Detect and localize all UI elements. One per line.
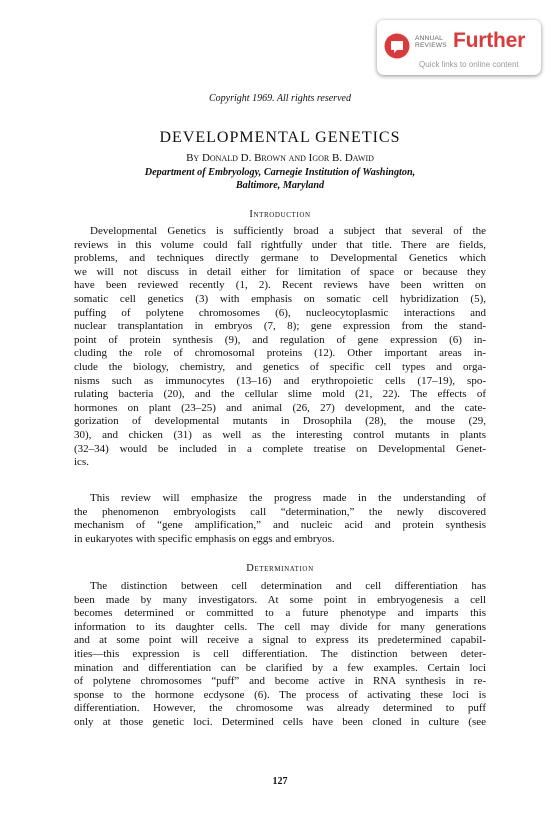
text-line: nisms such as immunocytes (13–16) and erythropoietic cells (17–19), spo- <box>74 374 486 387</box>
text-line: puffing of polytene chromosomes (6), nucleocytoplasmic interactions and <box>74 306 486 319</box>
text-line: differentiation. However, the chromosome was already determined to puff <box>74 702 486 715</box>
article-title: DEVELOPMENTAL GENETICS <box>159 129 401 146</box>
determination-paragraph-1 <box>74 580 486 730</box>
text-line: hormones on plant (23–25) and animal (26, 27) development, and the cate- <box>74 401 486 414</box>
text-line: rulating bacteria (20), and the cellular slime mold (21, 22). The effects of <box>74 388 486 401</box>
affiliation-line-1: Department of Embryology, Carnegie Institution of Washington, <box>144 167 416 178</box>
author-line: By Donald D. Brown and Igor B. Dawid <box>186 152 374 164</box>
text-line: This review will emphasize the progress made in the understanding of <box>90 492 486 504</box>
text-line: ities—this expression is cell differentiation. The distinction between deter- <box>74 647 486 660</box>
copyright-notice: Copyright 1969. All rights reserved <box>209 93 351 104</box>
affiliation <box>0 166 560 192</box>
text-line: been made by many investigators. At some point in embryogenesis a cell <box>74 593 486 606</box>
text-line: mination and differentiation can be clarified by a few examples. Certain loci <box>74 661 486 674</box>
text-line: reviews in this volume could fall rightfully under that title. There are fields, <box>74 238 486 251</box>
annual-reviews-further-badge[interactable] <box>377 20 541 75</box>
affiliation-line-2: Baltimore, Maryland <box>235 180 325 191</box>
text-line: mechanism of “gene amplification,” and nucleic acid and protein synthesis <box>74 519 486 532</box>
text-line: cluding the role of chromosomal proteins (12). Other important areas in- <box>74 347 486 360</box>
section-heading-introduction: Introduction <box>249 209 311 220</box>
annual-reviews-wordmark <box>415 35 447 49</box>
text-line: ics. <box>74 456 89 469</box>
annual-reviews-logo-icon <box>384 33 410 59</box>
text-line: problems, and techniques directly germane to Developmental Genetics which <box>74 252 486 265</box>
text-line: sponse to the hormone ecdysone (6). The process of activating these loci is <box>74 688 486 701</box>
text-line: nuclear transplantation in embryos (7, 8); gene expression from the stand- <box>74 320 486 333</box>
text-line: clude the biology, chemistry, and genetics of specific cell types and orga- <box>74 360 486 373</box>
text-line: have been reviewed recently (1, 2). Recent reviews have been written on <box>74 279 486 292</box>
intro-paragraph-1 <box>74 225 486 470</box>
text-line: the phenomenon embryologists call “determination,” the newly discovered <box>74 505 486 518</box>
intro-paragraph-2 <box>74 492 486 546</box>
badge-line2: REVIEWS <box>415 42 447 49</box>
text-line: we will not discuss in detail either for limitation of space or because they <box>74 265 486 278</box>
badge-line1: ANNUAL <box>415 35 443 42</box>
section-heading-determination: Determination <box>246 563 314 574</box>
text-line: Developmental Genetics is sufficiently broad a subject that several of the <box>90 225 486 237</box>
text-line: in eukaryotes with specific emphasis on eggs and embryos. <box>74 532 335 545</box>
text-line: information to its daughter cells. The cell may divide for many generations <box>74 620 486 633</box>
text-line: (32–34) would be included in a complete treatise on Developmental Genet- <box>74 442 486 455</box>
text-line: somatic cell genetics (3) with emphasis on somatic cell hybridization (5), <box>74 292 486 305</box>
badge-further-label: Further <box>453 29 526 52</box>
text-line: gorization of developmental mutants in Drosophila (28), the mouse (29, <box>74 415 486 428</box>
badge-subtitle: Quick links to online content <box>419 60 519 69</box>
text-line: and at some point will receive a signal to express its predetermined capabil- <box>74 634 486 647</box>
page-number: 127 <box>272 776 288 787</box>
text-line: of polytene chromosomes “puff” and become active in RNA synthesis in re- <box>74 675 486 688</box>
text-line: point of protein synthesis (9), and regulation of gene expression (6) in- <box>74 333 486 346</box>
text-line: The distinction between cell determination and cell differentiation has <box>90 580 486 592</box>
text-line: 30), and chicken (31) as well as the interesting control mutants in plants <box>74 428 486 441</box>
text-line: becomes determined or committed to a future phenotype and imparts this <box>74 607 486 620</box>
text-line: only at those genetic loci. Determined cells have been cloned in culture (see <box>74 715 486 728</box>
